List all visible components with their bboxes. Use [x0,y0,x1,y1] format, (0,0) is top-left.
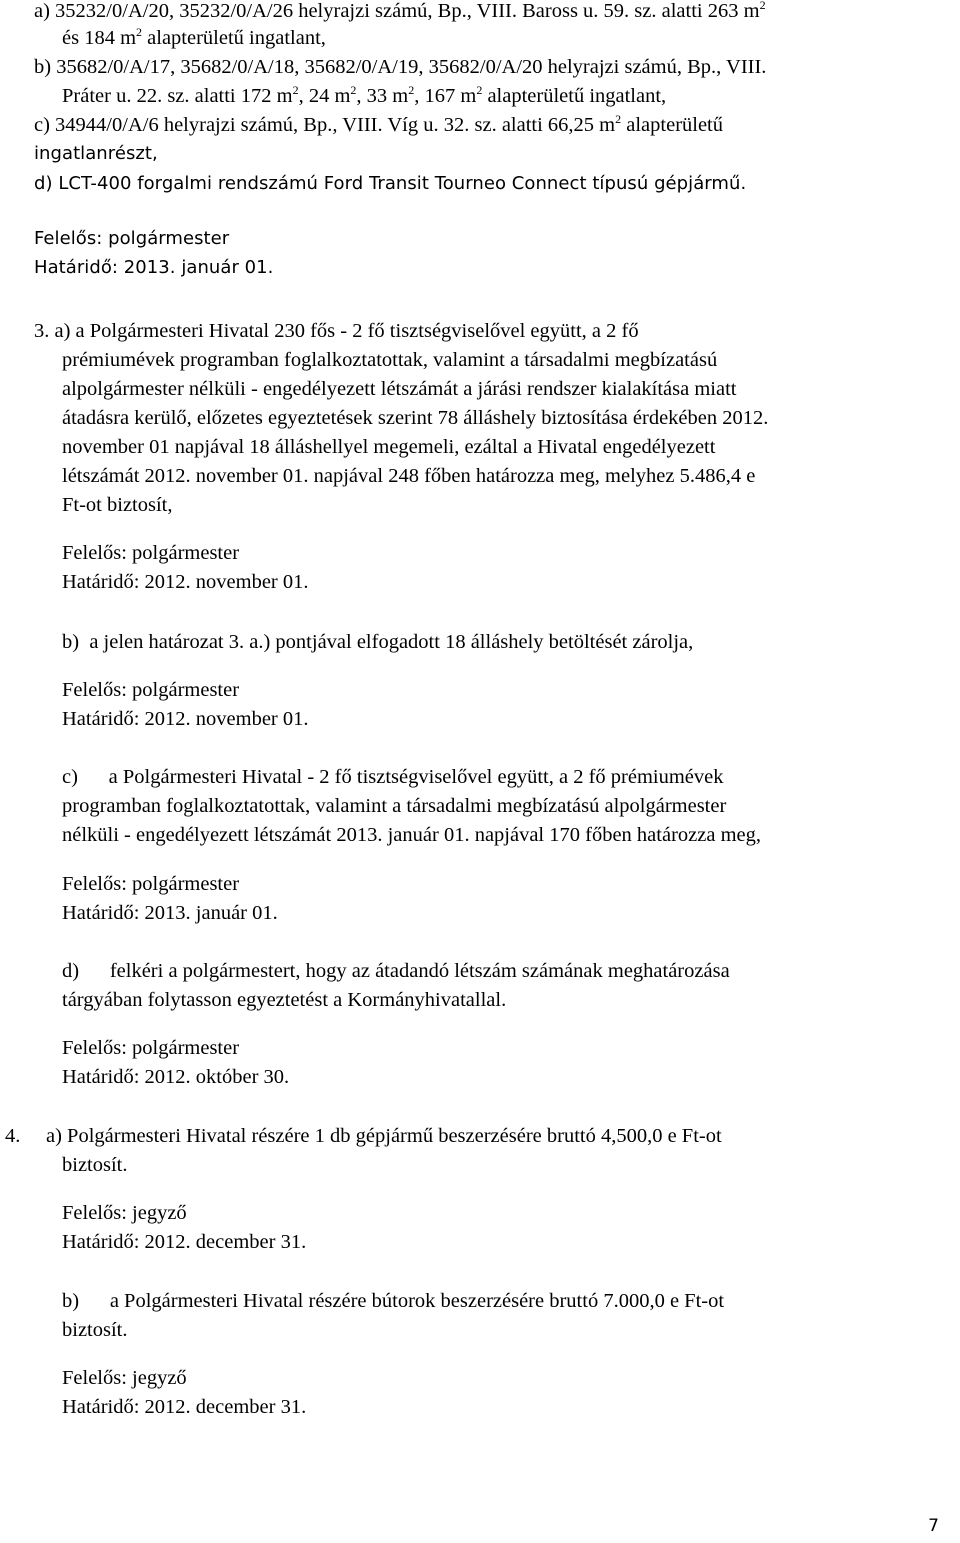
item-3a-line-2: prémiumévek programban foglalkoztatottak, valamint a társadalmi megbízatású [62,349,718,371]
superscript: 2 [136,25,143,40]
item-4b-line-1: b) a Polgármesteri Hivatal részére bútorok beszerzésére bruttó 7.000,0 e Ft-ot [62,1290,725,1312]
superscript: 2 [476,83,483,98]
item-2a-line-2 [62,25,326,51]
hatarido-1: Határidő: 2013. január 01. [34,257,274,278]
hatarido-4b: Határidő: 2012. december 31. [62,1396,307,1418]
item-2a-text-3: alapterületű ingatlant, [142,27,326,49]
text: alapterületű ingatlant, [482,85,667,107]
item-3a-line-1: 3. a) a Polgármesteri Hivatal 230 fős - 2 fő tisztségviselővel együtt, a 2 fő [34,320,639,342]
felelos-3c: Felelős: polgármester [62,873,240,895]
item-3c-line-1: c) a Polgármesteri Hivatal - 2 fő tisztségviselővel együtt, a 2 fő prémiumévek [62,766,724,788]
item-2b-line-1: b) 35682/0/A/17, 35682/0/A/18, 35682/0/A/19, 35682/0/A/20 helyrajzi számú, Bp., VIII. [34,56,767,78]
item-2a-line-1 [34,0,766,24]
superscript: 2 [408,83,415,98]
item-3d-line-2: tárgyában folytasson egyeztetést a Kormányhivatallal. [62,989,507,1011]
hatarido-3d: Határidő: 2012. október 30. [62,1066,290,1088]
item-3a-line-5: november 01 napjával 18 álláshellyel megemeli, ezáltal a Hivatal engedélyezett [62,436,716,458]
text: Práter u. 22. sz. alatti 172 m [62,85,293,107]
item-3b-line: b) a jelen határozat 3. a.) pontjával elfogadott 18 álláshely betöltését zárolja, [62,631,694,653]
felelos-1: Felelős: polgármester [34,228,230,249]
superscript: 2 [759,0,766,13]
item-2a-text-2: és 184 m [62,27,137,49]
item-4a-line-2: biztosít. [62,1154,128,1176]
text: c) 34944/0/A/6 helyrajzi számú, Bp., VIII. Víg u. 32. sz. alatti 66,25 m [34,114,616,136]
text: , 167 m [414,85,477,107]
hatarido-3c: Határidő: 2013. január 01. [62,902,278,924]
item-3a-line-7: Ft-ot biztosít, [62,494,173,516]
superscript: 2 [350,83,357,98]
text: , 33 m [356,85,409,107]
item-3a-line-4: átadásra kerülő, előzetes egyeztetések szerint 78 álláshely biztosítása érdekében 2012. [62,407,769,429]
item-3a-line-6: létszámát 2012. november 01. napjával 248 főben határozza meg, melyhez 5.486,4 e [62,465,756,487]
item-4b-line-2: biztosít. [62,1319,128,1341]
item-2c-line-1 [34,112,723,138]
item-2a-text: a) 35232/0/A/20, 35232/0/A/26 helyrajzi számú, Bp., VIII. Baross u. 59. sz. alatti 263 m [34,0,760,22]
text: , 24 m [298,85,351,107]
item-3c-line-3: nélküli - engedélyezett létszámát 2013. január 01. napjával 170 főben határozza meg, [62,824,761,846]
felelos-3a: Felelős: polgármester [62,542,240,564]
hatarido-3b: Határidő: 2012. november 01. [62,708,309,730]
page-number: 7 [928,1516,939,1536]
superscript: 2 [292,83,299,98]
item-2b-line-2 [62,83,666,109]
felelos-4b: Felelős: jegyző [62,1367,187,1389]
text: alapterületű [621,114,724,136]
item-3a-line-3: alpolgármester nélküli - engedélyezett létszámát a járási rendszer kialakítása miatt [62,378,737,400]
item-2c-line-2: ingatlanrészt, [34,143,158,164]
superscript: 2 [615,112,622,127]
item-4a-line-1: 4. a) Polgármesteri Hivatal részére 1 db gépjármű beszerzésére bruttó 4,500,0 e Ft-ot [5,1125,722,1147]
item-3d-line-1: d) felkéri a polgármestert, hogy az átadandó létszám számának meghatározása [62,960,730,982]
hatarido-4a: Határidő: 2012. december 31. [62,1231,307,1253]
item-3c-line-2: programban foglalkoztatottak, valamint a társadalmi megbízatású alpolgármester [62,795,727,817]
felelos-3d: Felelős: polgármester [62,1037,240,1059]
hatarido-3a: Határidő: 2012. november 01. [62,571,309,593]
item-2d-line: d) LCT-400 forgalmi rendszámú Ford Transit Tourneo Connect típusú gépjármű. [34,173,747,194]
felelos-4a: Felelős: jegyző [62,1202,187,1224]
felelos-3b: Felelős: polgármester [62,679,240,701]
